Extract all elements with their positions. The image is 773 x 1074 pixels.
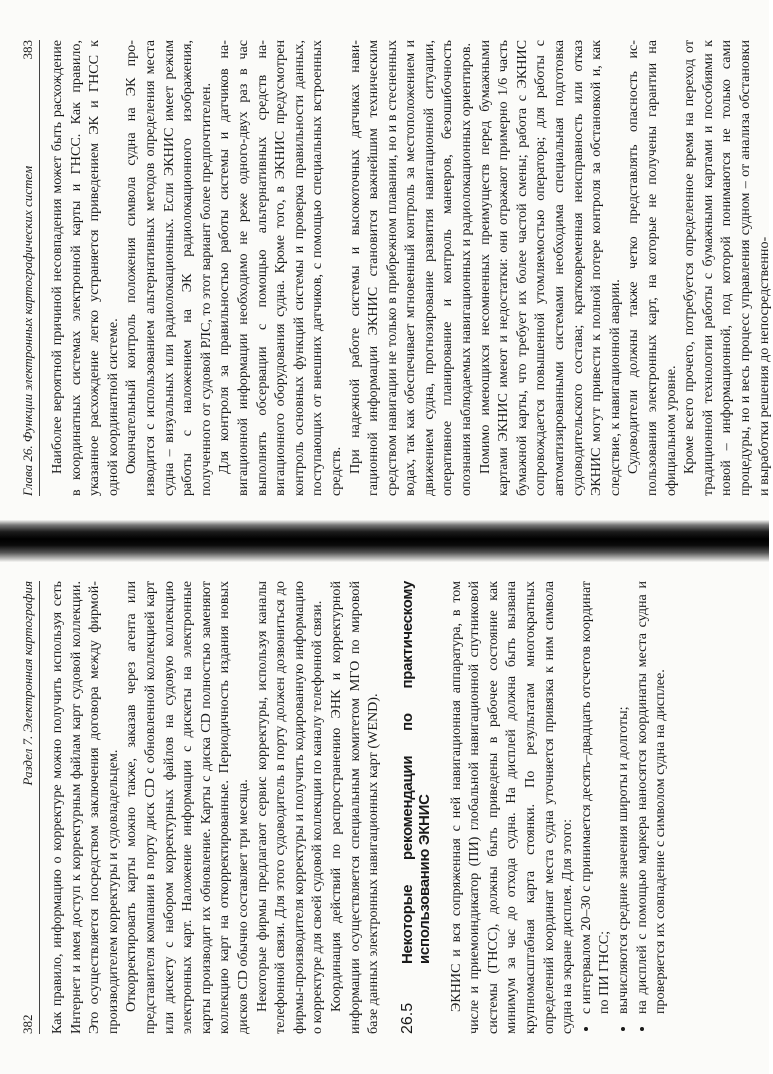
left-page-number: 382	[20, 1014, 35, 1034]
paragraph: Откорректировать карты можно также, заказав через агента или представителя компании в порту диск CD с обновленной коллекцией карт или дискету с набором корректурных файлов на судовую коллекцию электронных карт. Наложение информации с дискеты на электронные карты производит их обновление. Карты с диска CD полностью заменяют коллекцию карт на откорректированные. Периодичность издания новых дисков CD обычно составляет три месяца.	[123, 581, 251, 1034]
paragraph: Помимо имеющихся несомненных преимуществ перед бумажными картами ЭКНИС имеют и недостатки: они отражают примерно 1/6 часть бумажной карты, что требует их более частой смены; работа с ЭКНИС сопровождается повышенной утомляемостью оператора; для работы с автоматизированными системами необходима специальная подготовка судоводительского состава; кратковременная неисправность или отказ ЭКНИС могут привести к полной потере контроля за обстановкой и, как следствие, к навигационной аварии.	[476, 40, 623, 496]
paragraph: Окончательный контроль положения символа судна на ЭК производится с использованием альтернативных методов определения места судна – визуальных или радиолокационных. Если ЭКНИС имеет режим работы с наложением на ЭК радиолокационного изображения, полученного от судовой РЛС, то этот вариант более предпочтителен.	[123, 40, 214, 496]
paragraph: ЭКНИС и вся сопряженная с ней навигационная аппаратура, в том числе и приемоиндикатор (ПИ) глобальной навигационной спутниковой системы (ГНСС), должны быть приведены в рабочее состояние как минимум за час до отхода судна. На дисплей должна быть вызвана крупномасштабная карта стоянки. По результатам многократных определений координат места судна уточняется привязка к ним символа судна на экране дисплея. Для этого:	[447, 581, 576, 1034]
paragraph: Наиболее вероятной причиной несовпадения может быть расхождение в координатных системах электронной карты и ГНСС. Как правило, указанное расхождение легко устраняется приведением ЭК и ГНСС к одной координатной системе.	[49, 40, 121, 496]
paragraph: Кроме всего прочего, потребуется определенное время на переход от традиционной технологии работы с бумажными картами и пособиями к новой – информационной, под которой понимаются не только сами процедуры, но и весь процесс управления судном – от анализа обстановки и выработки решения до непосредственно-	[681, 40, 772, 496]
left-running-header	[20, 581, 40, 1034]
left-header-title: Раздел 7. Электронная картография	[20, 581, 35, 786]
paragraph: Для контроля за правильностью работы системы и датчиков навигационной информации необходимо не реже одного-двух раз в час выполнять обсервации с помощью альтернативных средств навигационного оборудования судна. Кроме того, в ЭКНИС предусмотрен контроль основных функций системы и проверка правильности данных, поступающих от внешних датчиков, с помощью специальных встроенных средств.	[216, 40, 344, 496]
right-page	[0, 0, 772, 522]
section-heading	[399, 581, 433, 1034]
list-item: • на дисплей с помощью маркера наносятся координаты места судна и проверяется их совпадение с символом судна на дисплее.	[633, 581, 670, 1016]
book-gutter-shadow	[0, 520, 769, 562]
list-item: • с интервалом 20–30 с принимается десять–двадцать отсчетов координат по ПИ ГНСС;	[577, 581, 614, 1016]
paragraph: Судоводители должны также четко представлять опасность использования электронных карт, на которые не получены гарантии на официальном уровне.	[625, 40, 679, 496]
right-running-header	[20, 40, 40, 496]
section-title: Некоторые рекомендации по практическому использованию ЭКНИС	[398, 581, 433, 964]
paragraph: Некоторые фирмы предлагают сервис корректуры, используя каналы телефонной связи. Для этого судоводитель в порту должен дозвониться до фирмы-производителя корректуры и получить кодированную информацию о корректуре для своей судовой коллекции по каналу телефонной связи.	[253, 581, 326, 1034]
paragraph: При надежной работе системы и высокоточных датчиках навигационной информации ЭКНИС становится важнейшим техническим средством навигации не только в прибрежном плавании, но и в стесненных водах, так как обеспечивает мгновенный контроль за местоположением и движением судна, прогнозирование развития навигационной ситуации, оперативное планирование и контроль маневров, безошибочность опознания наблюдаемых навигационных и радиолокационных ориентиров.	[346, 40, 475, 496]
left-page	[0, 559, 769, 1074]
bullet-list	[577, 581, 670, 1034]
right-page-number: 383	[20, 40, 35, 60]
right-body-text	[48, 40, 773, 496]
paragraph: Координация действий по распространению ЭНК и корректурной информации осуществляется специальным комитетом МГО по мировой базе данных электронных навигационных карт (WEND).	[327, 581, 382, 1034]
left-body-text	[48, 581, 670, 1034]
section-number: 26.5	[398, 1002, 416, 1034]
list-item: • вычисляются средние значения широты и долготы;	[614, 581, 633, 1016]
paragraph: Как правило, информацию о корректуре можно получить используя сеть Интернет и имея доступ к корректурным файлам карт судовой коллекции. Это осуществляется посредством заключения договора между фирмой-производителем корректуры и судовладельцем.	[49, 581, 121, 1034]
right-header-title: Глава 26. Функции электронных картографических систем	[20, 165, 35, 496]
